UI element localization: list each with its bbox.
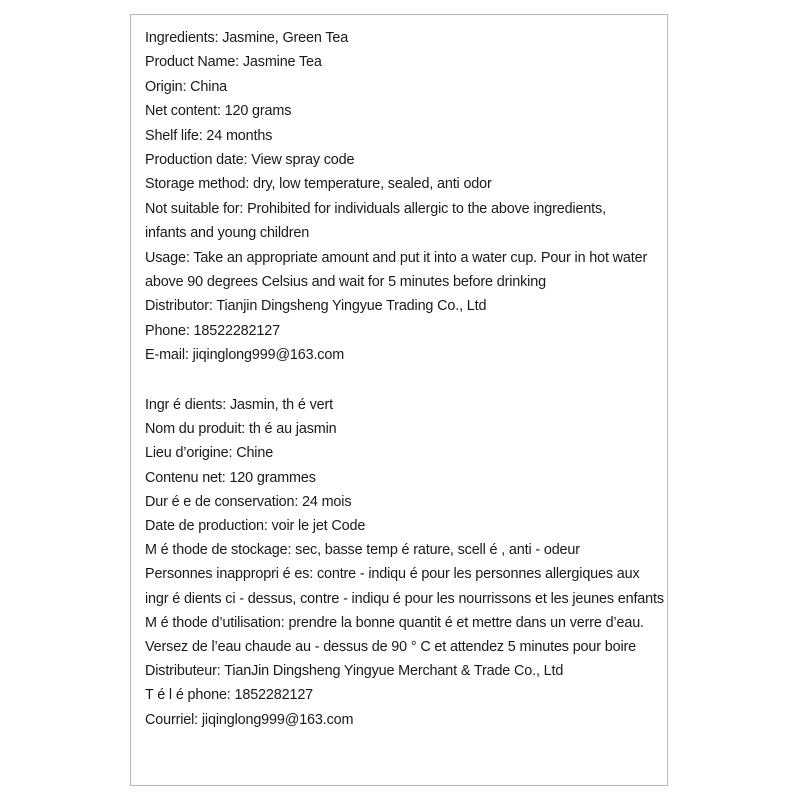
en-shelf-life: Shelf life: 24 months	[145, 127, 273, 144]
en-distributor: Distributor: Tianjin Dingsheng Yingyue Trading Co., Ltd	[145, 298, 487, 315]
fr-email: Courriel: jiqinglong999@163.com	[145, 711, 354, 728]
english-section	[145, 26, 665, 368]
fr-shelf-life: Dur é e de conservation: 24 mois	[145, 493, 352, 510]
fr-usage: M é thode d’utilisation: prendre la bonne quantit é et mettre dans un verre d’eau.	[145, 614, 644, 631]
french-section	[145, 393, 665, 732]
en-usage: Usage: Take an appropriate amount and put it into a water cup. Pour in hot water	[145, 249, 648, 266]
en-not-suitable-for: Not suitable for: Prohibited for individuals allergic to the above ingredients,	[145, 200, 606, 217]
fr-not-suitable-for-cont: ingr é dients ci - dessus, contre - indiqu é pour les nourrissons et les jeunes enfants	[145, 590, 664, 607]
en-usage-cont: above 90 degrees Celsius and wait for 5 minutes before drinking	[145, 274, 546, 291]
fr-not-suitable-for: Personnes inappropri é es: contre - indiqu é pour les personnes allergiques aux	[145, 566, 640, 583]
fr-ingredients: Ingr é dients: Jasmin, th é vert	[145, 397, 333, 413]
fr-net-content: Contenu net: 120 grammes	[145, 469, 316, 486]
en-net-content: Net content: 120 grams	[145, 103, 292, 120]
fr-product-name: Nom du produit: th é au jasmin	[145, 421, 337, 438]
en-storage-method: Storage method: dry, low temperature, sealed, anti odor	[145, 176, 492, 193]
fr-phone: T é l é phone: 1852282127	[145, 687, 314, 704]
fr-usage-cont: Versez de l’eau chaude au - dessus de 90 ° C et attendez 5 minutes pour boire	[145, 639, 636, 656]
en-ingredients: Ingredients: Jasmine, Green Tea	[145, 30, 349, 46]
en-production-date: Production date: View spray code	[145, 152, 355, 169]
en-phone: Phone: 18522282127	[145, 322, 280, 339]
fr-storage-method: M é thode de stockage: sec, basse temp é rature, scell é , anti - odeur	[145, 542, 580, 559]
fr-production-date: Date de production: voir le jet Code	[145, 518, 366, 535]
fr-distributor: Distributeur: TianJin Dingsheng Yingyue Merchant & Trade Co., Ltd	[145, 663, 564, 680]
en-email: E-mail: jiqinglong999@163.com	[145, 347, 345, 364]
product-label-card	[130, 14, 668, 786]
en-not-suitable-for-cont: infants and young children	[145, 225, 310, 242]
en-product-name: Product Name: Jasmine Tea	[145, 54, 322, 71]
fr-origin: Lieu d’origine: Chine	[145, 445, 274, 462]
en-origin: Origin: China	[145, 78, 228, 95]
